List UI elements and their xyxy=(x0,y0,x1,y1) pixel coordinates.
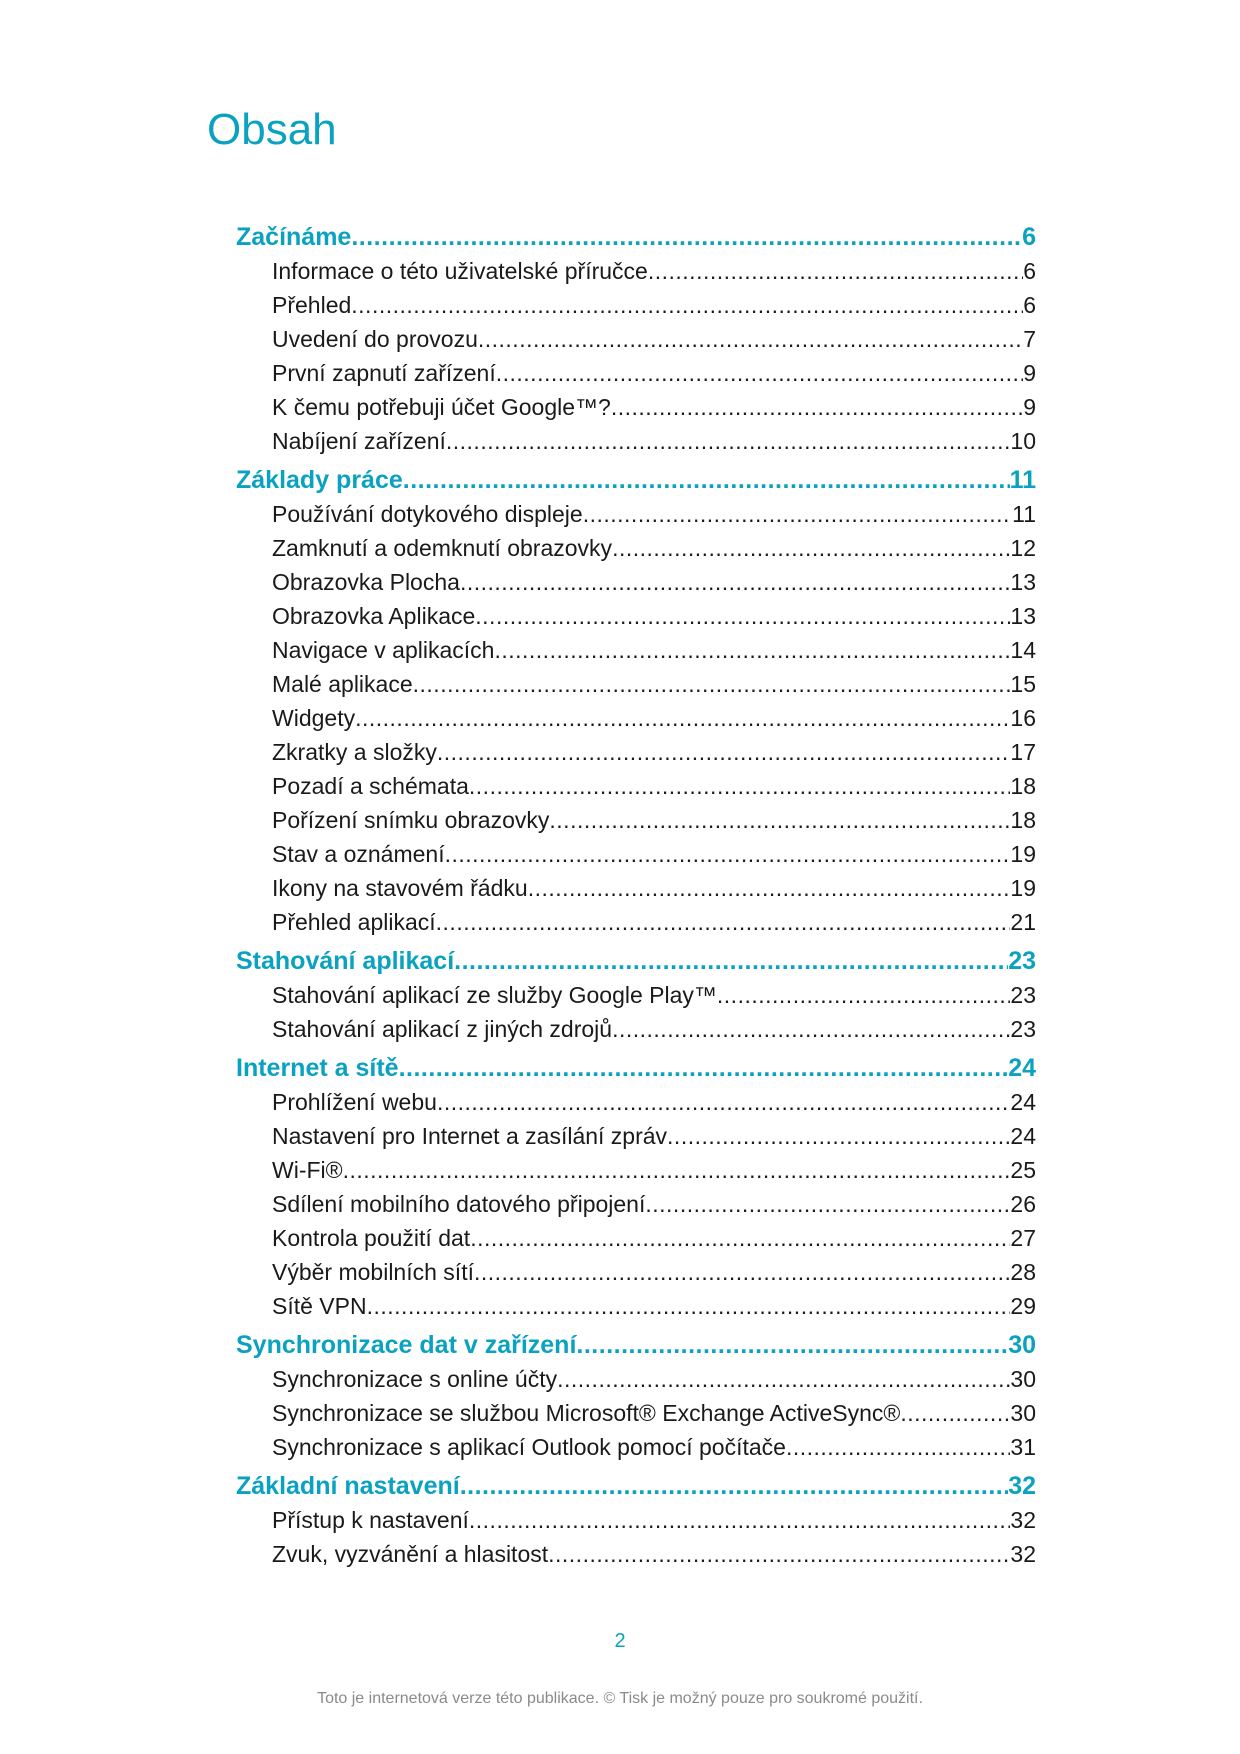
toc-item[interactable] xyxy=(236,1255,1036,1289)
toc-item[interactable] xyxy=(236,735,1036,769)
toc-item-label: Obrazovka Aplikace xyxy=(272,603,476,629)
toc-leader-dots xyxy=(667,1119,1010,1153)
toc-leader-dots xyxy=(403,463,1010,497)
toc-leader-dots xyxy=(470,1221,1010,1255)
toc-leader-dots xyxy=(399,1051,1009,1085)
toc-leader-dots xyxy=(528,871,1011,905)
toc-item-label: Wi-Fi® xyxy=(272,1157,343,1183)
toc-item[interactable] xyxy=(236,1362,1036,1396)
toc-item-label: Prohlížení webu xyxy=(272,1089,437,1115)
toc-item[interactable] xyxy=(236,837,1036,871)
toc-item-page: 31 xyxy=(1010,1434,1036,1460)
toc-item-label: Zvuk, vyzvánění a hlasitost xyxy=(272,1541,549,1567)
toc-item-page: 23 xyxy=(1010,982,1036,1008)
toc-item-page: 6 xyxy=(1023,292,1036,318)
toc-leader-dots xyxy=(474,1255,1010,1289)
toc-leader-dots xyxy=(648,254,1023,288)
toc-section[interactable] xyxy=(236,1328,1036,1362)
toc-leader-dots xyxy=(478,322,1023,356)
toc-item[interactable] xyxy=(236,254,1036,288)
toc-item[interactable] xyxy=(236,1012,1036,1046)
toc-leader-dots xyxy=(475,599,1010,633)
toc-item-label: Malé aplikace xyxy=(272,671,413,697)
toc-item[interactable] xyxy=(236,531,1036,565)
toc-leader-dots xyxy=(437,735,1011,769)
toc-item-page: 15 xyxy=(1010,671,1036,697)
toc-item-page: 23 xyxy=(1010,1016,1036,1042)
page-number: 2 xyxy=(614,1630,626,1652)
toc-item-label: Informace o této uživatelské příručce xyxy=(272,258,648,284)
toc-item-label: Pořízení snímku obrazovky xyxy=(272,807,550,833)
toc-item-label: Obrazovka Plocha xyxy=(272,569,460,595)
toc-leader-dots xyxy=(469,1503,1011,1537)
toc-item[interactable] xyxy=(236,1503,1036,1537)
toc-item-page: 30 xyxy=(1010,1366,1036,1392)
toc-leader-dots xyxy=(436,905,1011,939)
toc-item[interactable] xyxy=(236,390,1036,424)
toc-item[interactable] xyxy=(236,633,1036,667)
toc-item-label: Stahování aplikací z jiných zdrojů xyxy=(272,1016,613,1042)
toc-section[interactable] xyxy=(236,1469,1036,1503)
toc-section-page: 32 xyxy=(1008,1472,1036,1500)
toc-section-page: 23 xyxy=(1008,947,1036,975)
toc-item[interactable] xyxy=(236,1221,1036,1255)
toc-item-label: Přehled aplikací xyxy=(272,909,436,935)
toc-item-page: 26 xyxy=(1010,1191,1036,1217)
toc-item[interactable] xyxy=(236,1119,1036,1153)
toc-section-page: 6 xyxy=(1022,223,1036,251)
toc-item-label: První zapnutí zařízení xyxy=(272,360,496,386)
toc-item-page: 18 xyxy=(1010,773,1036,799)
toc-item-page: 17 xyxy=(1010,739,1036,765)
toc-item-label: Synchronizace se službou Microsoft® Exchange ActiveSync® xyxy=(272,1400,901,1426)
toc-item-page: 21 xyxy=(1010,909,1036,935)
toc-item-label: Nastavení pro Internet a zasílání zpráv xyxy=(272,1123,668,1149)
toc-leader-dots xyxy=(612,1012,1010,1046)
toc-item-page: 27 xyxy=(1010,1225,1036,1251)
page-title: Obsah xyxy=(207,105,337,154)
toc-item-page: 6 xyxy=(1023,258,1036,284)
toc-leader-dots xyxy=(460,565,1010,599)
toc-item-page: 25 xyxy=(1010,1157,1036,1183)
toc-leader-dots xyxy=(355,701,1010,735)
toc-item-page: 10 xyxy=(1010,428,1036,454)
toc-item-page: 12 xyxy=(1010,535,1036,561)
toc-item-label: Widgety xyxy=(272,705,356,731)
toc-item-page: 14 xyxy=(1010,637,1036,663)
toc-item-label: Sítě VPN xyxy=(272,1293,367,1319)
toc-leader-dots xyxy=(611,390,1023,424)
toc-item-label: Výběr mobilních sítí xyxy=(272,1259,474,1285)
toc-leader-dots xyxy=(549,803,1010,837)
toc-section-label: Internet a sítě xyxy=(236,1054,399,1082)
toc-leader-dots xyxy=(445,837,1011,871)
toc-item[interactable] xyxy=(236,769,1036,803)
toc-leader-dots xyxy=(645,1187,1010,1221)
toc-section-label: Základy práce xyxy=(236,466,403,494)
toc-item-page: 32 xyxy=(1010,1507,1036,1533)
toc-item[interactable] xyxy=(236,667,1036,701)
toc-item-page: 9 xyxy=(1023,360,1036,386)
toc-item-page: 13 xyxy=(1010,603,1036,629)
toc-item[interactable] xyxy=(236,978,1036,1012)
toc-leader-dots xyxy=(717,978,1011,1012)
toc-leader-dots xyxy=(343,1153,1011,1187)
toc-leader-dots xyxy=(496,356,1023,390)
toc-leader-dots xyxy=(446,424,1011,458)
toc-item-label: Ikony na stavovém řádku xyxy=(272,875,528,901)
toc-item-page: 29 xyxy=(1010,1293,1036,1319)
toc-leader-dots xyxy=(494,633,1010,667)
toc-item-label: Synchronizace s online účty xyxy=(272,1366,558,1392)
toc-item-label: Používání dotykového displeje xyxy=(272,501,583,527)
toc-item[interactable] xyxy=(236,1396,1036,1430)
toc-leader-dots xyxy=(557,1362,1010,1396)
toc-leader-dots xyxy=(786,1430,1010,1464)
toc-item[interactable] xyxy=(236,424,1036,458)
toc-item-label: Stav a oznámení xyxy=(272,841,445,867)
footer-note: Toto je internetová verze této publikace. © Tisk je možný pouze pro soukromé použití. xyxy=(317,1690,923,1707)
toc-item-label: Stahování aplikací ze služby Google Play™ xyxy=(272,982,717,1008)
toc-item[interactable] xyxy=(236,322,1036,356)
toc-leader-dots xyxy=(583,497,1012,531)
toc-leader-dots xyxy=(413,667,1011,701)
toc-section[interactable] xyxy=(236,463,1036,497)
toc-item-page: 24 xyxy=(1010,1123,1036,1149)
toc-section[interactable] xyxy=(236,944,1036,978)
toc-leader-dots xyxy=(367,1289,1011,1323)
toc-item-page: 7 xyxy=(1023,326,1036,352)
toc-leader-dots xyxy=(351,288,1023,322)
toc-item[interactable] xyxy=(236,701,1036,735)
toc-item-page: 24 xyxy=(1010,1089,1036,1115)
toc-item-label: Synchronizace s aplikací Outlook pomocí počítače xyxy=(272,1434,786,1460)
toc-item[interactable] xyxy=(236,871,1036,905)
toc-section[interactable] xyxy=(236,220,1036,254)
toc-section-label: Synchronizace dat v zařízení xyxy=(236,1331,577,1359)
toc-item-label: Sdílení mobilního datového připojení xyxy=(272,1191,646,1217)
toc-item-page: 19 xyxy=(1010,875,1036,901)
toc-leader-dots xyxy=(612,531,1010,565)
toc-item[interactable] xyxy=(236,905,1036,939)
toc-section-page: 24 xyxy=(1008,1054,1036,1082)
toc-leader-dots xyxy=(548,1537,1010,1571)
toc-item[interactable] xyxy=(236,1430,1036,1464)
toc-item-label: Přehled xyxy=(272,292,352,318)
toc-item-label: Kontrola použití dat xyxy=(272,1225,471,1251)
toc-section[interactable] xyxy=(236,1051,1036,1085)
toc-item-page: 11 xyxy=(1012,501,1036,527)
toc-item-label: Zamknutí a odemknutí obrazovky xyxy=(272,535,613,561)
toc-item[interactable] xyxy=(236,1537,1036,1571)
toc-item[interactable] xyxy=(236,1085,1036,1119)
toc-leader-dots xyxy=(437,1085,1010,1119)
toc-item-label: Pozadí a schémata xyxy=(272,773,469,799)
toc-leader-dots xyxy=(460,1469,1008,1503)
toc-item-label: Přístup k nastavení xyxy=(272,1507,469,1533)
toc-leader-dots xyxy=(469,769,1011,803)
toc-item[interactable] xyxy=(236,1153,1036,1187)
toc-item-page: 30 xyxy=(1010,1400,1036,1426)
toc-item-label: Nabíjení zařízení xyxy=(272,428,446,454)
toc-item[interactable] xyxy=(236,1187,1036,1221)
toc-item[interactable] xyxy=(236,599,1036,633)
toc-section-page: 30 xyxy=(1008,1331,1036,1359)
toc-leader-dots xyxy=(576,1328,1008,1362)
toc-item[interactable] xyxy=(236,1289,1036,1323)
toc-item-page: 9 xyxy=(1023,394,1036,420)
toc-section-label: Začínáme xyxy=(236,223,352,251)
toc-item[interactable] xyxy=(236,288,1036,322)
toc-section-label: Stahování aplikací xyxy=(236,947,455,975)
toc-item-label: Uvedení do provozu xyxy=(272,326,478,352)
toc-item[interactable] xyxy=(236,565,1036,599)
toc-item-page: 18 xyxy=(1010,807,1036,833)
toc-section-label: Základní nastavení xyxy=(236,1472,460,1500)
toc-item-label: Zkratky a složky xyxy=(272,739,437,765)
toc-item-label: Navigace v aplikacích xyxy=(272,637,495,663)
toc-item-label: K čemu potřebuji účet Google™? xyxy=(272,394,611,420)
toc-item-page: 13 xyxy=(1010,569,1036,595)
toc-item[interactable] xyxy=(236,803,1036,837)
toc-leader-dots xyxy=(454,944,1008,978)
toc-item[interactable] xyxy=(236,356,1036,390)
toc-leader-dots xyxy=(900,1396,1010,1430)
toc-item-page: 19 xyxy=(1010,841,1036,867)
table-of-contents xyxy=(236,220,1036,1571)
toc-item-page: 16 xyxy=(1010,705,1036,731)
toc-item-page: 32 xyxy=(1010,1541,1036,1567)
toc-item[interactable] xyxy=(236,497,1036,531)
toc-item-page: 28 xyxy=(1010,1259,1036,1285)
toc-leader-dots xyxy=(351,220,1022,254)
toc-section-page: 11 xyxy=(1009,466,1036,494)
